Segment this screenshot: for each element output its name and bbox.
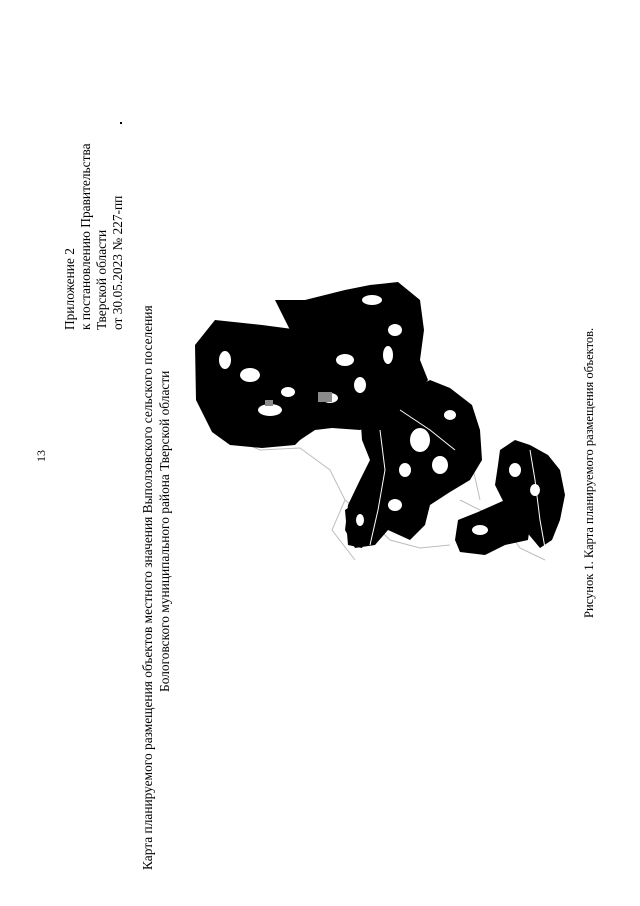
map-title-line-2: Бологовского муниципального района Тверской области	[157, 370, 172, 692]
appendix-line-2: к постановлению Правительства	[78, 143, 93, 330]
appendix-line-3: Тверской области	[94, 229, 109, 330]
page-number: 13	[34, 450, 48, 462]
figure-caption: Рисунок 1. Карта планируемого размещения объектов.	[582, 327, 596, 618]
map-title-line-1: Карта планируемого размещения объектов местного значения Выползовского сельского поселения	[140, 305, 155, 870]
appendix-line-1: Приложение 2	[62, 248, 77, 330]
appendix-line-4: от 30.05.2023 № 227-пп	[110, 195, 125, 330]
map-territory	[195, 282, 565, 555]
